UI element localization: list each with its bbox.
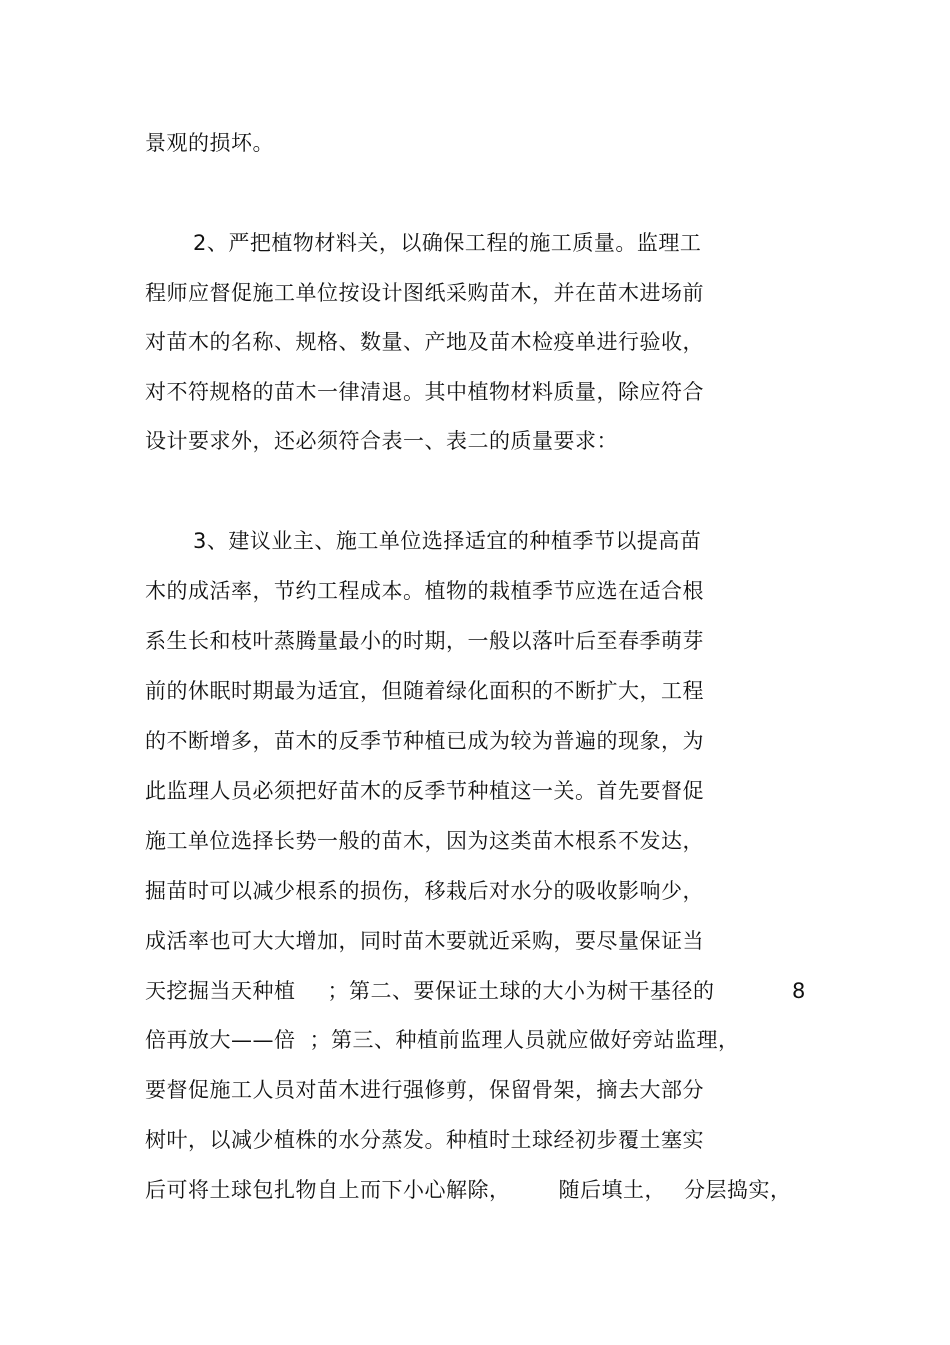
para3-line-14-part-b: 随后填土， (558, 1178, 666, 1202)
para3-line-11-part-b: ；第三、种植前监理人员就应做好旁站监理， (309, 1028, 740, 1052)
para3-line-11 (145, 1025, 740, 1055)
para3-line-3: 系生长和枝叶蒸腾量最小的时期，一般以落叶后至春季萌芽 (145, 629, 704, 653)
para3-line-8: 掘苗时可以减少根系的损伤，移栽后对水分的吸收影响少， (145, 879, 704, 903)
para3-line-5: 的不断增多，苗木的反季节种植已成为较为普遍的现象，为 (145, 729, 704, 753)
para2-line-2: 程师应督促施工单位按设计图纸采购苗木，并在苗木进场前 (145, 281, 704, 305)
para2-line-5: 设计要求外，还必须符合表一、表二的质量要求： (145, 429, 618, 453)
para3-line-6: 此监理人员必须把好苗木的反季节种植这一关。首先要督促 (145, 779, 704, 803)
para3-line-11-part-a: 倍再放大——倍 (145, 1028, 296, 1052)
para3-line-12: 要督促施工人员对苗木进行强修剪，保留骨架，摘去大部分 (145, 1078, 704, 1102)
para2-line-3: 对苗木的名称、规格、数量、产地及苗木检疫单进行验收， (145, 330, 704, 354)
para3-line-7: 施工单位选择长势一般的苗木，因为这类苗木根系不发达， (145, 829, 704, 853)
para2-line-4: 对不符规格的苗木一律清退。其中植物材料质量，除应符合 (145, 380, 704, 404)
margin-number: 8 (792, 979, 806, 1003)
para3-line-10-part-b: ；第二、要保证土球的大小为树干基径的 (327, 979, 715, 1003)
para3-line-4: 前的休眠时期最为适宜，但随着绿化面积的不断扩大，工程 (145, 679, 704, 703)
para3-line-2: 木的成活率，节约工程成本。植物的栽植季节应选在适合根 (145, 579, 704, 603)
para3-line-14-part-a: 后可将土球包扎物自上而下小心解除， (145, 1178, 511, 1202)
para3-line-13: 树叶，以减少植株的水分蒸发。种植时土球经初步覆土塞实 (145, 1128, 704, 1152)
para2-line-1: 2、严把植物材料关，以确保工程的施工质量。监理工 (193, 231, 702, 255)
para3-line-9: 成活率也可大大增加，同时苗木要就近采购，要尽量保证当 (145, 929, 704, 953)
para3-line-1: 3、建议业主、施工单位选择适宜的种植季节以提高苗 (193, 529, 702, 553)
para3-line-10-part-a: 天挖掘当天种植 (145, 979, 296, 1003)
para3-line-14-part-c: 分层捣实， (684, 1178, 792, 1202)
para3-line-14 (145, 1175, 792, 1205)
para3-line-10 (145, 976, 715, 1006)
intro-line-1: 景观的损坏。 (145, 131, 274, 155)
